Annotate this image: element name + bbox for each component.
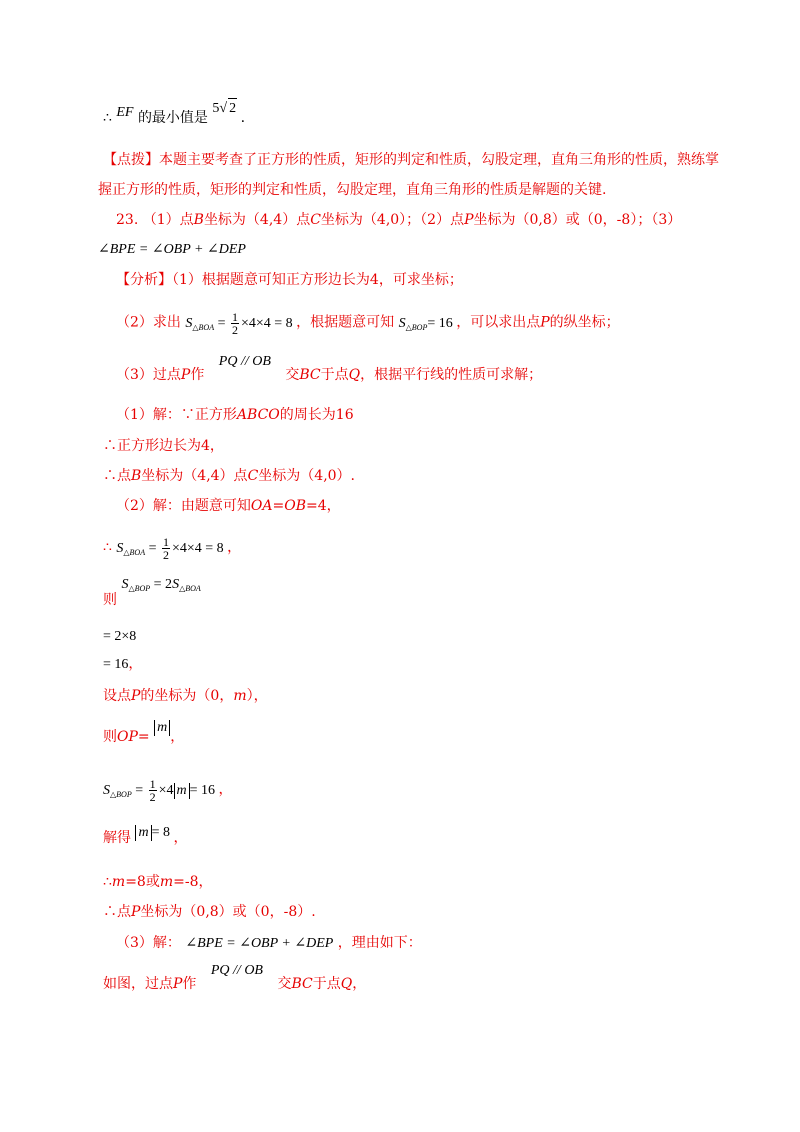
segment-ob: OB bbox=[284, 498, 307, 514]
area-sub-boa: △BOA bbox=[192, 322, 215, 332]
equals-16: = 16 bbox=[189, 782, 216, 798]
abs-m: m bbox=[174, 783, 190, 799]
solution-2-line-7 bbox=[103, 720, 185, 747]
point-c: C bbox=[310, 212, 321, 228]
analysis-text-3b: 作 bbox=[190, 367, 205, 383]
angle-relation-answer bbox=[98, 239, 246, 260]
segment-bc: BC bbox=[299, 367, 321, 383]
analysis-text-2a: （2）求出 bbox=[116, 314, 181, 331]
analysis-line-2 bbox=[116, 311, 620, 338]
solution-1-line-2 bbox=[103, 436, 224, 456]
hint-text-1: 本题主要考查了正方形的性质，矩形的判定和性质，勾股定理，直角三角形的性质，熟练掌 bbox=[159, 152, 719, 168]
equals: = bbox=[148, 540, 157, 556]
equals: = bbox=[272, 498, 285, 514]
solve-word: 解得 bbox=[103, 830, 131, 846]
therefore-symbol: ∴ bbox=[103, 110, 112, 126]
sol3-text-e: 交 bbox=[277, 976, 292, 992]
solution-2-line-1 bbox=[116, 496, 341, 516]
solution-2-line-4 bbox=[103, 626, 136, 647]
solution-2-line-6 bbox=[103, 686, 268, 706]
abs-m: m bbox=[154, 720, 170, 736]
point-b: B bbox=[193, 212, 204, 228]
sol1-text-d: 坐标为（4,4）点 bbox=[141, 468, 248, 484]
ans-text-2: 坐标为（4,4）点 bbox=[203, 212, 311, 228]
pq-parallel-ob: PQ // OB bbox=[210, 963, 263, 978]
analysis-text-3d: 于点 bbox=[320, 367, 349, 383]
sol2-text-a: （2）解：由题意可知 bbox=[116, 498, 251, 514]
sol2-text-g: 坐标为（0,8）或（0，-8）. bbox=[140, 904, 316, 920]
sol2-text-d: 的坐标为（0， bbox=[140, 688, 234, 704]
radical-sign: √ bbox=[219, 101, 228, 116]
solution-3-line-1 bbox=[116, 933, 422, 954]
analysis-text-3a: （3）过点 bbox=[116, 367, 181, 383]
equals: = bbox=[217, 315, 226, 331]
equals-two: = 2 bbox=[153, 577, 173, 592]
m-eq-8-or: =8或 bbox=[125, 874, 160, 890]
comma: ， bbox=[128, 656, 143, 672]
analysis-line-1 bbox=[116, 270, 463, 290]
fraction-half bbox=[149, 778, 157, 803]
question-number: 23. bbox=[116, 212, 139, 228]
area-s2: S bbox=[398, 315, 406, 331]
sol3-text-d: 作 bbox=[182, 976, 197, 992]
point-c: C bbox=[247, 468, 259, 484]
analysis-line-3 bbox=[116, 354, 543, 386]
angle-equation: ∠BPE = ∠OBP + ∠DEP bbox=[185, 936, 334, 951]
point-p: P bbox=[173, 976, 183, 992]
solution-2-line-11 bbox=[103, 902, 316, 922]
therefore-symbol: ∴ bbox=[103, 874, 112, 890]
abs-m-equals-8 bbox=[135, 825, 173, 840]
var-m: m bbox=[159, 874, 174, 890]
fraction-half bbox=[231, 311, 239, 336]
abs-m: m bbox=[135, 825, 151, 841]
therefore-symbol: ∴ bbox=[103, 539, 112, 556]
equals: = bbox=[137, 729, 150, 745]
equals-8: = 8 bbox=[151, 825, 170, 840]
period: . bbox=[240, 110, 246, 126]
sol2-text-b: =4， bbox=[306, 498, 341, 514]
var-m: m bbox=[233, 688, 247, 704]
equals-16: = 16 bbox=[427, 315, 453, 331]
area-bop-double bbox=[121, 577, 200, 592]
point-p: P bbox=[540, 314, 550, 331]
point-q: Q bbox=[340, 976, 353, 992]
comma: ， bbox=[218, 781, 233, 798]
solution-3-line-2 bbox=[103, 963, 367, 995]
point-p: P bbox=[180, 367, 191, 383]
sol1-side-length: ∴正方形边长为4， bbox=[103, 438, 224, 454]
sol3-text-a: （3）解： bbox=[116, 935, 181, 951]
area-sub-bop: △BOP bbox=[405, 322, 428, 332]
hint-line-2 bbox=[98, 180, 606, 200]
area-sub-boa: △BOA bbox=[179, 584, 201, 593]
area-sub-boa: △BOA bbox=[123, 547, 146, 557]
coef-five: 5 bbox=[212, 101, 220, 116]
area-s: S bbox=[121, 577, 129, 592]
frac-num: 1 bbox=[149, 777, 156, 791]
solution-2-line-3 bbox=[103, 577, 201, 608]
solution-1-line-1 bbox=[116, 405, 354, 425]
ans-text-4: 坐标为（0,8）或（0，-8）；（3） bbox=[473, 212, 682, 228]
solution-2-line-2 bbox=[103, 536, 241, 563]
analysis-text-3c: 交 bbox=[285, 367, 300, 383]
five-sqrt-two bbox=[212, 101, 240, 116]
equals: = bbox=[135, 782, 144, 798]
fraction-half bbox=[162, 536, 170, 561]
sol2-text-c: 设点 bbox=[103, 688, 131, 704]
var-m: m bbox=[111, 874, 126, 890]
angle-equation: ∠BPE = ∠OBP + ∠DEP bbox=[98, 242, 246, 257]
sol1-text-c: ∴点 bbox=[103, 468, 131, 484]
square-abco: ABCO bbox=[236, 407, 280, 423]
hint-line-1 bbox=[103, 150, 719, 170]
hint-tag: 【点拨】 bbox=[103, 152, 159, 168]
segment-bc: BC bbox=[291, 976, 313, 992]
product-rest: ×4×4 = 8 bbox=[171, 540, 224, 556]
answer-23-summary bbox=[116, 210, 681, 230]
point-b: B bbox=[131, 468, 142, 484]
solution-2-line-5 bbox=[103, 654, 142, 675]
ans-text-1: （1）点 bbox=[142, 212, 194, 228]
frac-den: 2 bbox=[231, 323, 238, 337]
then-word: 则 bbox=[103, 729, 117, 745]
point-q: Q bbox=[348, 367, 361, 383]
sol2-text-f: ∴点 bbox=[103, 904, 131, 920]
solution-2-line-9 bbox=[103, 825, 188, 849]
analysis-text-2b: ，根据题意可知 bbox=[296, 314, 395, 331]
point-p: P bbox=[131, 904, 141, 920]
solution-2-line-10 bbox=[103, 872, 213, 892]
analysis-text-3e: ，根据平行线的性质可求解； bbox=[360, 367, 543, 383]
area-sub-bop: △BOP bbox=[128, 584, 151, 593]
analysis-tag: 【分析】 bbox=[116, 272, 172, 288]
ans-text-3: 坐标为（4,0）；（2）点 bbox=[320, 212, 465, 228]
hint-text-2: 握正方形的性质，矩形的判定和性质，勾股定理，直角三角形的性质是解题的关键. bbox=[98, 182, 607, 198]
frac-num: 1 bbox=[162, 535, 169, 549]
m-eq-neg8: =-8， bbox=[173, 874, 213, 890]
sol2-text-e: ）， bbox=[246, 688, 268, 704]
sol3-text-b: ，理由如下： bbox=[337, 935, 422, 951]
area-bop-value bbox=[399, 316, 457, 331]
area-s: S bbox=[116, 540, 124, 556]
segment-op: OP bbox=[117, 729, 138, 745]
ef-math: EF bbox=[116, 105, 134, 120]
frac-num: 1 bbox=[231, 310, 238, 324]
sol3-text-f: 于点 bbox=[312, 976, 341, 992]
solution-1-line-3 bbox=[103, 466, 355, 486]
comma: ， bbox=[227, 539, 242, 556]
equals-sixteen: = 16 bbox=[103, 657, 129, 672]
pq-parallel-ob: PQ // OB bbox=[218, 354, 271, 369]
analysis-text-1: （1）根据题意可知正方形边长为4，可求坐标； bbox=[172, 272, 463, 288]
frac-den: 2 bbox=[162, 548, 169, 562]
radicand-two: 2 bbox=[228, 98, 237, 119]
area-s: S bbox=[103, 782, 110, 798]
point-p: P bbox=[131, 688, 141, 704]
product-rest: ×4×4 = 8 bbox=[240, 315, 293, 331]
area-boa-formula bbox=[185, 310, 296, 337]
min-value-text: 的最小值是 bbox=[137, 110, 208, 126]
two-times-eight: = 2×8 bbox=[103, 629, 137, 644]
times-four: ×4 bbox=[158, 782, 174, 798]
solution-2-line-8 bbox=[103, 778, 233, 805]
comma: ， bbox=[352, 976, 367, 992]
analysis-text-2c: ，可以求出点 bbox=[456, 314, 541, 331]
analysis-text-2d: 的纵坐标； bbox=[549, 314, 620, 331]
area-bop-equation bbox=[103, 777, 219, 804]
sol1-text-e: 坐标为（4,0）. bbox=[258, 468, 355, 484]
comma: ， bbox=[170, 729, 185, 745]
then-word: 则 bbox=[103, 592, 117, 608]
area-s2: S bbox=[172, 577, 180, 592]
conclusion-ef-min bbox=[103, 101, 246, 129]
area-s: S bbox=[185, 315, 193, 331]
area-sub-bop: △BOP bbox=[110, 789, 132, 799]
segment-oa: OA bbox=[250, 498, 273, 514]
sol3-text-c: 如图，过点 bbox=[103, 976, 173, 992]
frac-den: 2 bbox=[149, 790, 156, 804]
point-p: P bbox=[464, 212, 474, 228]
comma: ， bbox=[173, 830, 188, 846]
sol1-text-b: 的周长为16 bbox=[279, 407, 354, 423]
sol1-text-a: （1）解：∵正方形 bbox=[116, 407, 237, 423]
area-boa-formula bbox=[116, 535, 227, 562]
